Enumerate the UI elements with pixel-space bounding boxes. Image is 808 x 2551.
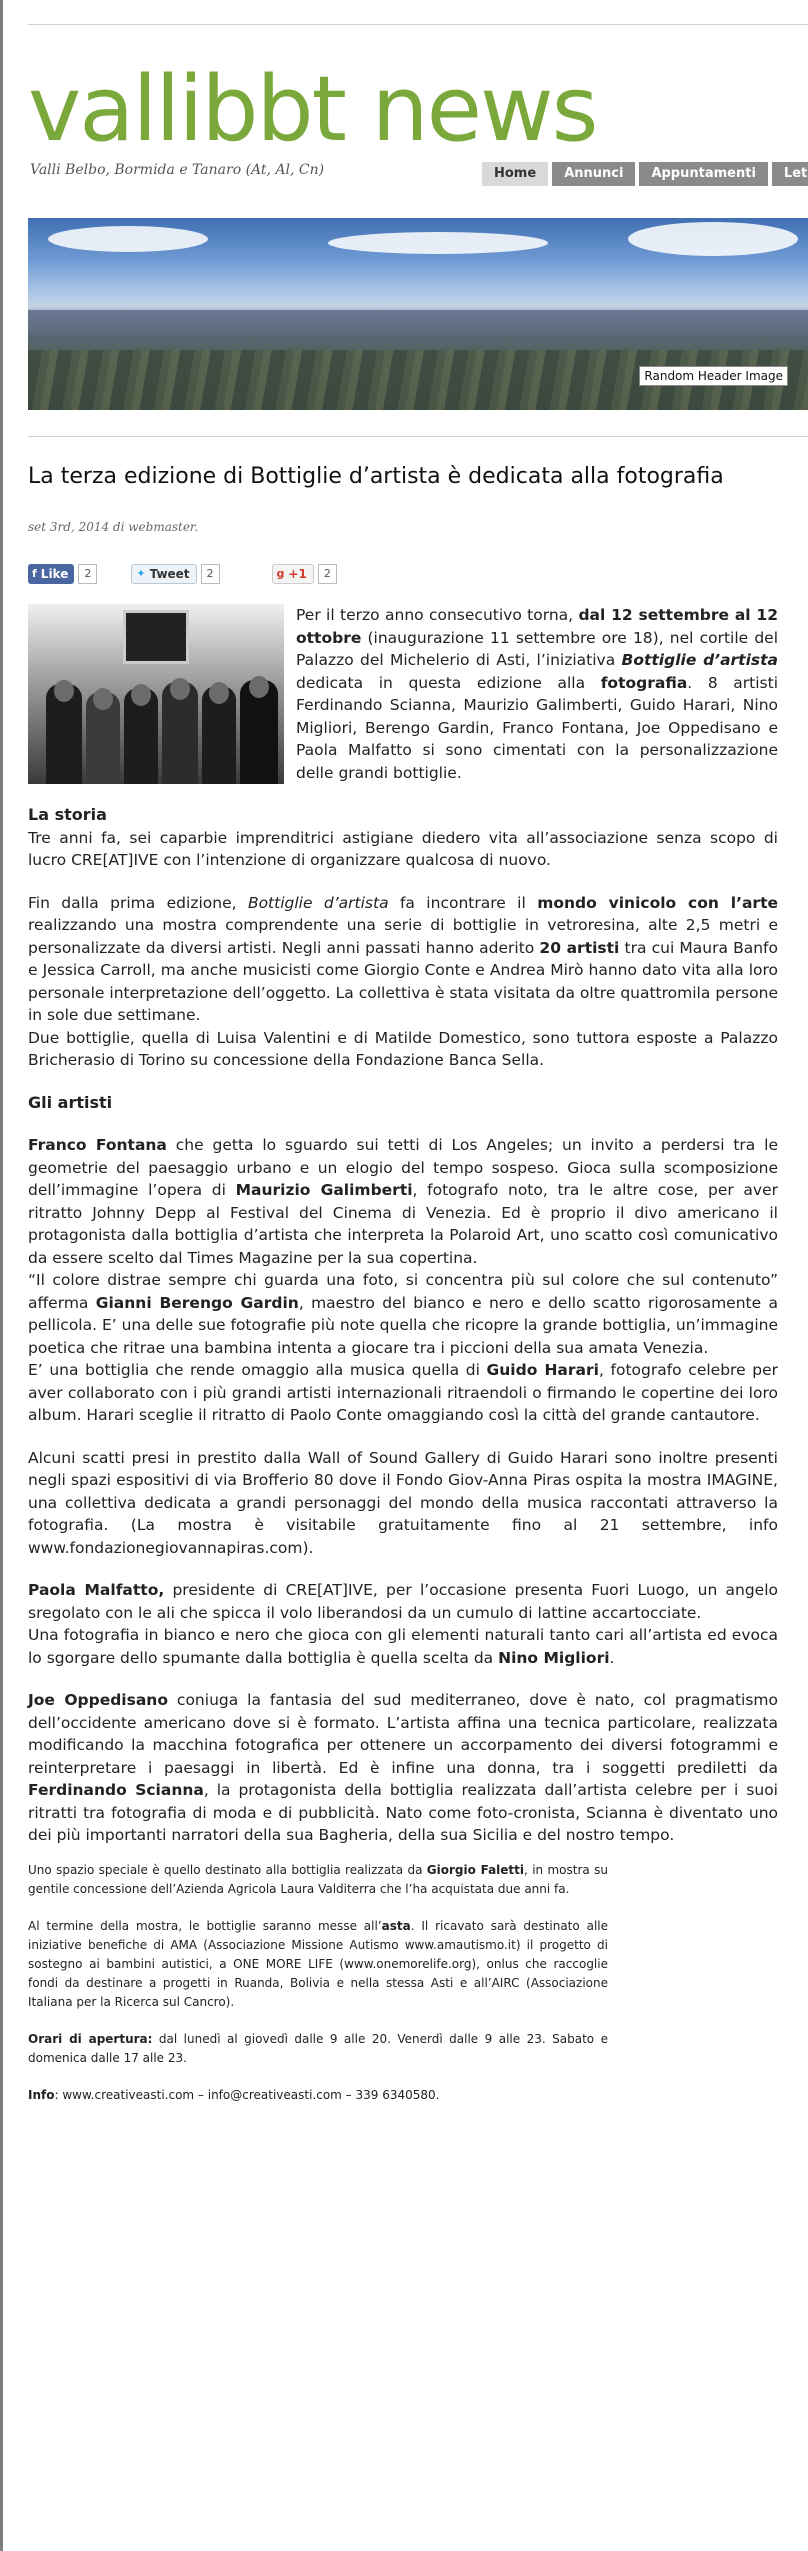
migliori-paragraph: Una fotografia in bianco e nero che gioca con gli elementi naturali tanto cari all’artista ed evoca lo sgorgare dello spumante dalla bottiglia è quella scelta da Nino Migliori. [28, 1626, 778, 1667]
wall-of-sound-paragraph: Alcuni scatti presi in prestito dalla Wall of Sound Gallery di Guido Harari sono inoltre presenti negli spazi espositivi di via Brofferio 80 dove il Fondo Giov-Anna Piras ospita la mostra IMAGINE, una collettiva dedicata a grandi personaggi del mondo della musica raccontati attraverso la fotografia. (La mostra è visitabile gratuitamente fino al 21 settembre, info www.fondazionegiovannapiras.com). [28, 1448, 778, 1557]
random-header-image-label: Random Header Image [639, 366, 788, 386]
post-body [28, 604, 778, 2105]
nav-annunci[interactable]: Annunci [552, 162, 635, 186]
site-tagline: Valli Belbo, Bormida e Tanaro (At, Al, Cn) [30, 162, 325, 178]
left-border [0, 0, 3, 2551]
cloud [48, 226, 208, 252]
info-line[interactable]: Info: www.creativeasti.com – info@creativeasti.com – 339 6340580. [28, 2087, 440, 2102]
gplus-label: +1 [288, 567, 307, 581]
post-title[interactable]: La terza edizione di Bottiglie d’artista è dedicata alla fotografia [28, 464, 724, 489]
intro-paragraph: Per il terzo anno consecutivo torna, dal 12 settembre al 12 ottobre (inaugurazione 11 settembre ore 18), nel cortile del Palazzo del Michelerio di Asti, l’iniziativa Bottiglie d’artista dedicata in questa edizione alla fotografia. 8 artisti Ferdinando Scianna, Maurizio Galimberti, Guido Harari, Nino Migliori, Berengo Gardin, Franco Fontana, Joe Oppedisano e Paola Malfatto si sono cimentati con la personalizzazione delle grandi bottiglie. [296, 606, 779, 782]
storia-paragraph-3: Due bottiglie, quella di Luisa Valentini e di Matilde Domestico, sono tuttora esposte a Palazzo Bricherasio di Torino su concessione della Fondazione Banca Sella. [28, 1028, 778, 1069]
storia-paragraph-1: Tre anni fa, sei caparbie imprenditrici astigiane diedero vita all’associazione senza scopo di lucro CRE[AT]IVE con l’intenzione di organizzare qualcosa di nuovo. [28, 828, 778, 869]
artisti-heading: Gli artisti [28, 1092, 113, 1112]
tweet-label: Tweet [149, 567, 190, 581]
opening-hours: Orari di apertura: dal lunedì al giovedì dalle 9 alle 20. Venerdì dalle 9 alle 23. Sabato e domenica dalle 17 alle 23. [28, 2031, 608, 2065]
asta-note: Al termine della mostra, le bottiglie saranno messe all’asta. Il ricavato sarà destinato alle iniziative benefiche di AMA (Associazione Missione Autismo www.amautismo.it) il progetto di sostegno ai bambini autistici, a ONE MORE LIFE (www.onemorelife.org), onlus che raccoglie fondi da destinare a progetti in Ruanda, Bolivia e nella stessa Asti e all’AIRC (Associazione Italiana per la Ricerca sul Cancro). [28, 1918, 608, 2009]
main-nav [482, 162, 808, 186]
google-plus-button[interactable] [272, 564, 314, 584]
post-meta: set 3rd, 2014 di webmaster. [28, 520, 199, 534]
site-logo[interactable]: vallibbt news [28, 57, 597, 162]
mountain-ridge [28, 310, 808, 340]
nav-lettere[interactable]: Let [772, 162, 808, 186]
cloud [628, 222, 798, 256]
social-buttons [28, 564, 337, 584]
storia-paragraph-2: Fin dalla prima edizione, Bottiglie d’artista fa incontrare il mondo vinicolo con l’arte realizzando una mostra comprendente una serie di bottiglie in vetroresina, alte 2,5 metri e personalizzate da diversi artisti. Negli anni passati hanno aderito 20 artisti tra cui Maura Banfo e Jessica Carroll, ma anche musicisti come Giorgio Conte e Andrea Mirò hanno dato vita alla loro personale interpretazione dell’oggetto. La collettiva è stata visitata da oltre quattromila persone in sole due settimane. [28, 893, 778, 1024]
tweet-count: 2 [201, 564, 220, 584]
content-divider [28, 436, 808, 437]
twitter-bird-icon: ✦ [136, 567, 146, 580]
nav-home[interactable]: Home [482, 162, 548, 186]
harari-paragraph: E’ una bottiglia che rende omaggio alla musica quella di Guido Harari, fotografo celebre per aver collaborato con i più grandi artisti internazionali ritraendoli o firmando le copertine dei loro album. Harari sceglie il ritratto di Paolo Conte omaggiando così la città del grande cantautore. [28, 1361, 778, 1424]
fontana-paragraph: Franco Fontana che getta lo sguardo sui tetti di Los Angeles; un invito a perdersi tra le geometrie del paesaggio urbano e un elogio del tempo sospeso. Gioca sulla scomposizione dell’immagine l’opera di Maurizio Galimberti, fotografo noto, tra le altre cose, per aver ritratto Johnny Depp al Festival del Cinema di Venezia. Ed è proprio il divo americano il protagonista dalla bottiglia d’artista che interpreta la Polaroid Art, uno scatto così comunicativo da essere scelto dal Times Magazine per la sua copertina. [28, 1136, 778, 1267]
oppedisano-paragraph: Joe Oppedisano coniuga la fantasia del sud mediterraneo, dove è nato, col pragmatismo dell’occidente americano dove si è formato. L’artista affina una tecnica particolare, realizzata modificando la macchina fotografica per ottenere un accorpamento dei diversi fotogrammi e reinterpretare i paesaggi in libertà. Ed è infine una donna, tra i soggetti prediletti da Ferdinando Scianna, la protagonista della bottiglia realizzata dall’artista celebre per i suoi ritratti tra fotografia di moda e di pubblicità. Nato come foto-cronista, Scianna è diventato uno dei più importanti narratori della sua Bagheria, della sua Sicilia e del nostro tempo. [28, 1691, 779, 1844]
faletti-note: Uno spazio speciale è quello destinato alla bottiglia realizzata da Giorgio Faletti, in mostra su gentile concessione dell’Azienda Agricola Laura Valditerra che l’ha acquistata due anni fa. [28, 1862, 608, 1896]
like-label: Like [40, 567, 69, 581]
facebook-like-button[interactable] [28, 564, 74, 584]
like-count: 2 [78, 564, 97, 584]
google-plus-icon: g [276, 567, 285, 580]
tweet-button[interactable] [131, 564, 196, 584]
gplus-count: 2 [318, 564, 337, 584]
top-divider [28, 24, 808, 25]
storia-heading: La storia [28, 805, 107, 824]
cloud [328, 232, 548, 254]
facebook-icon: f [32, 567, 37, 580]
gardin-paragraph: “Il colore distrae sempre chi guarda una foto, si concentra più sul colore che sul contenuto” afferma Gianni Berengo Gardin, maestro del bianco e nero e dello scatto rigorosamente a pellicola. E’ una delle sue fotografie più note quella che ricopre la grande bottiglia, un’immagine poetica che ritrae una bambina intenta a giocare tra i piccioni della sua amata Venezia. [28, 1271, 778, 1357]
malfatto-paragraph: Paola Malfatto, presidente di CRE[AT]IVE, per l’occasione presenta Fuori Luogo, un angelo sregolato con le ali che spicca il volo liberandosi da un cumulo di lattine accartocciate. [28, 1581, 778, 1622]
event-notes [28, 1861, 608, 2105]
nav-appuntamenti[interactable]: Appuntamenti [639, 162, 767, 186]
